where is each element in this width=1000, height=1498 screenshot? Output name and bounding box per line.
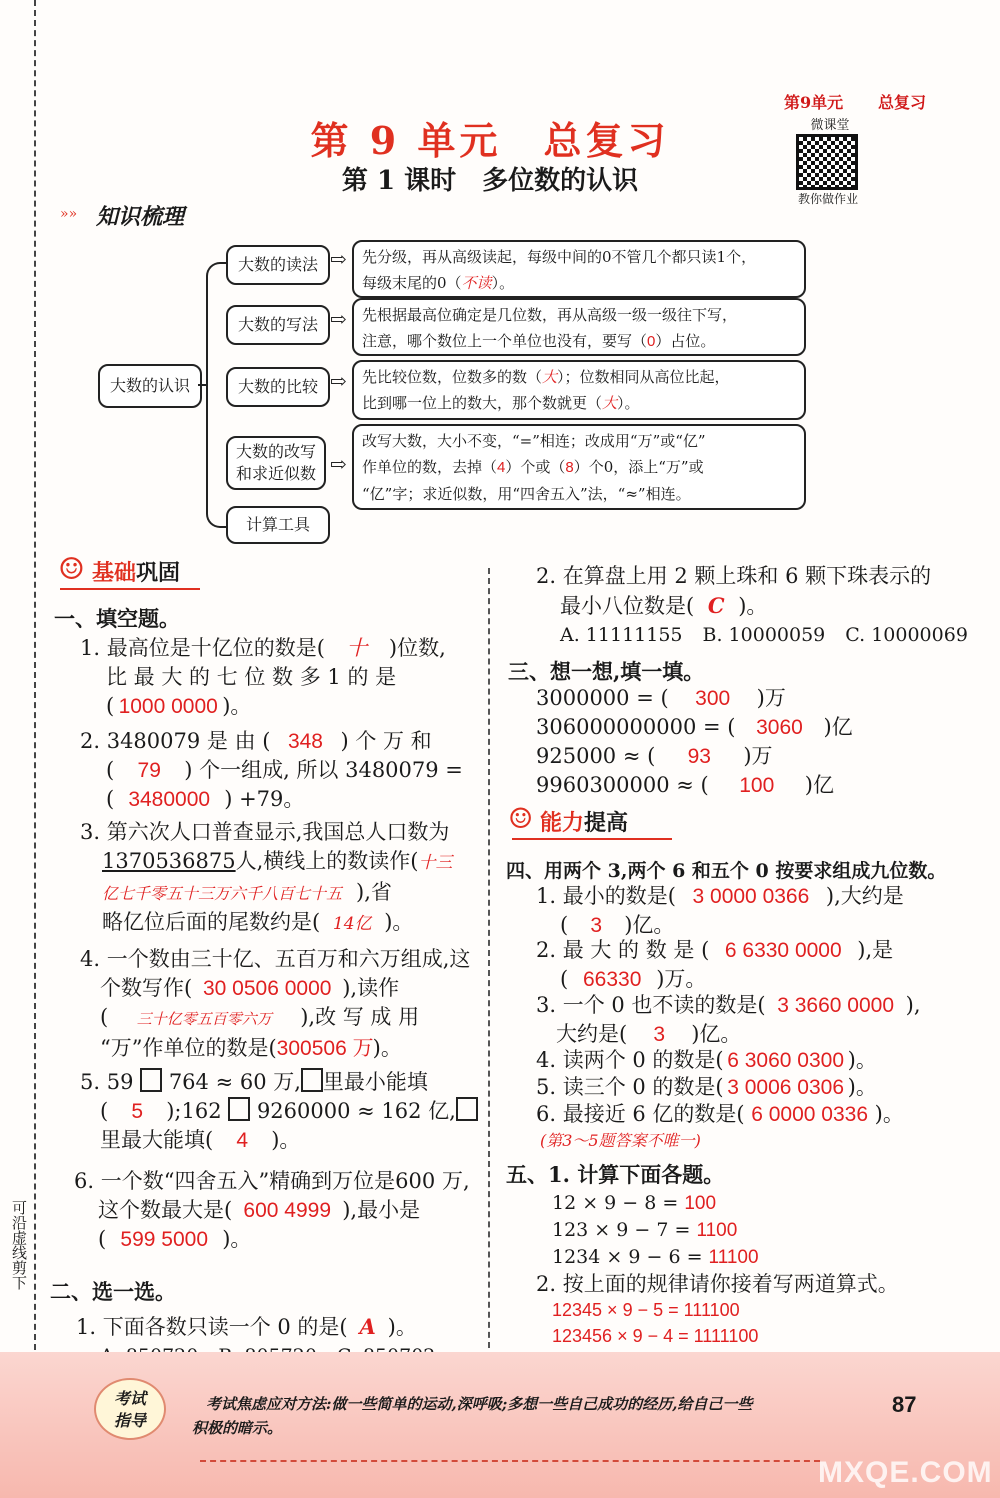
heading-underline [512,838,672,840]
desc-write: 先根据最高位确定是几位数，再从高级一级一级往下写， 注意，哪个数位上一个单位也没有，要写（0）占位。 [352,298,806,356]
unit-tag: 第9单元 [784,93,844,112]
section-choose: 二、选一选。 [50,1279,176,1304]
basic-heading: 基础巩固 [92,560,181,586]
fill-list [536,684,956,800]
node-write: 大数的写法 [226,305,330,345]
bracket-link [198,384,208,386]
ability-3: 3. 一个 0 也不读的数是( 3 3660 0000 ), 大约是( 3 )亿。 [536,993,921,1046]
question-3: 3. 第六次人口普查显示,我国总人口数为 1370536875人,横线上的数读作(十三 亿七千零五十三万六千八百七十五 ),省 略亿位后面的尾数约是( 14亿 )。 [80,820,453,934]
qr-label-top: 微课堂 [810,118,850,133]
question-pattern: 2. 按上面的规律请你接着写两道算式。 [536,1272,899,1296]
column-divider [488,568,490,1358]
section-ability: 四、用两个 3,两个 6 和五个 0 按要求组成九位数。 [506,860,947,882]
calc-item: 1234 × 9 − 6 = 11100 [552,1246,759,1268]
arrow-icon: ⇨ [330,247,347,271]
choice-1: 1. 下面各数只读一个 0 的是( A )。 [76,1314,417,1339]
ability-4: 4. 读两个 0 的数是( 6 3060 0300 )。 [536,1048,877,1072]
blank-box [301,1068,323,1092]
mascot-icon: ☺ [508,802,534,835]
calc-item: 12 × 9 − 8 = 100 [552,1192,717,1214]
ability-1: 1. 最小的数是( 3 0000 0366 ),大约是 ( 3 )亿。 [536,884,904,937]
fill-item: 925000 ≈ ( 93 )万 [536,744,773,768]
question-6: 6. 一个数“四舍五入”精确到万位是600 万, 这个数最大是( 600 4999 ),最小是 ( 599 5000 )。 [74,1169,470,1251]
arrow-icon: ⇨ [330,369,347,393]
ability-6: 6. 最接近 6 亿的数是( 6 0000 0336 )。 [536,1102,904,1126]
bracket [206,262,226,528]
section-calc: 五、1. 计算下面各题。 [506,1162,725,1187]
calc-list [552,1190,759,1271]
question-1: 1. 最高位是十亿位的数是( 十 )位数, 比 最 大 的 七 位 数 多 1 的 是 ( 1000 0000 )。 [80,636,446,718]
fill-item: 9960300000 ≈ ( 100 )亿 [536,773,834,797]
cut-text: 可沿虚线剪下 [10,1200,28,1290]
pattern-answer-2: 123456 × 9 − 4 = 1111100 [552,1326,759,1346]
fill-item: 306000000000 = ( 3060 )亿 [536,715,853,739]
arrow-icon: ⇨ [330,452,347,476]
answer-note: (第3～5题答案不唯一) [540,1131,701,1150]
root-node: 大数的认识 [98,364,202,408]
exam-badge: 考试 指导 [94,1378,166,1440]
node-compare: 大数的比较 [226,367,330,407]
choice-2: 2. 在算盘上用 2 颗上珠和 6 颗下珠表示的 最小八位数是( C )。 A. 11111155 B. 10000059 C. 10000069 [536,564,968,646]
qr-code-icon[interactable] [796,134,858,190]
page-subtitle: 第 1 课时 多位数的认识 [341,166,639,196]
calc-item: 123 × 9 − 7 = 1100 [552,1219,738,1241]
footer-tip: 考试焦虑应对方法:做一些简单的运动,深呼吸;多想一些自己成功的经历,给自己一些 积极的暗示。 [192,1395,753,1437]
ability-5: 5. 读三个 0 的数是( 3 0006 0306 )。 [536,1075,877,1099]
desc-compare: 先比较位数，位数多的数（大）；位数相同从高位比起， 比到哪一位上的数大，那个数就更（大）。 [352,360,806,420]
page-title: 第 9 单元 总复习 [310,118,670,163]
knowledge-heading: 知识梳理 [96,204,185,230]
node-rewrite: 大数的改写和求近似数 [226,436,326,490]
question-5: 5. 59 764 ≈ 60 万, 里最小能填 ( 5 );162 9260000 ≈ 162 亿, 里最大能填( 4 )。 [80,1068,472,1155]
page-number: 87 [892,1392,917,1417]
blank-box [140,1068,162,1092]
sparkle-icon: »» [60,206,78,222]
pattern-answer-1: 12345 × 9 − 5 = 111100 [552,1300,740,1320]
ability-heading: 能力提高 [540,810,629,836]
footer-dashes [200,1460,820,1462]
blank-box [456,1097,478,1121]
watermark: MXQE.COM [818,1456,993,1489]
qr-label-bottom: 教你做作业 [797,192,858,206]
cut-line [34,0,36,1360]
review-tag: 总复习 [878,93,927,112]
blank-box [228,1097,250,1121]
arrow-icon: ⇨ [330,307,347,331]
question-2: 2. 3480079 是 由 ( 348 ) 个 万 和 ( 79 ) 个一组成, 所以 3480079 = ( 3480000 ) +79。 [80,729,463,811]
section-think: 三、想一想,填一填。 [508,659,705,684]
section-fill: 一、填空题。 [54,606,180,631]
desc-read: 先分级，再从高级读起，每级中间的0不管几个都只读1个， 每级末尾的0（不读）。 [352,240,806,298]
mascot-icon: ☺ [58,552,85,587]
fill-item: 3000000 = ( 300 )万 [536,686,786,710]
node-read: 大数的读法 [226,245,330,285]
node-tools: 计算工具 [226,506,330,544]
desc-rewrite: 改写大数，大小不变，“=”相连；改成用“万”或“亿” 作单位的数，去掉（4）个或（8）个0，添上“万”或 “亿”字；求近似数，用“四舍五入”法，“≈”相连。 [352,424,806,510]
ability-2: 2. 最 大 的 数 是 ( 6 6330 0000 ),是 ( 66330 )万。 [536,938,894,991]
heading-underline [60,588,200,590]
question-4: 4. 一个数由三十亿、五百万和六万组成,这 个数写作( 30 0506 0000 ),读作 ( 三十亿零五百零六万 ),改 写 成 用 “万”作单位的数是(300506 万)。 [80,947,471,1060]
